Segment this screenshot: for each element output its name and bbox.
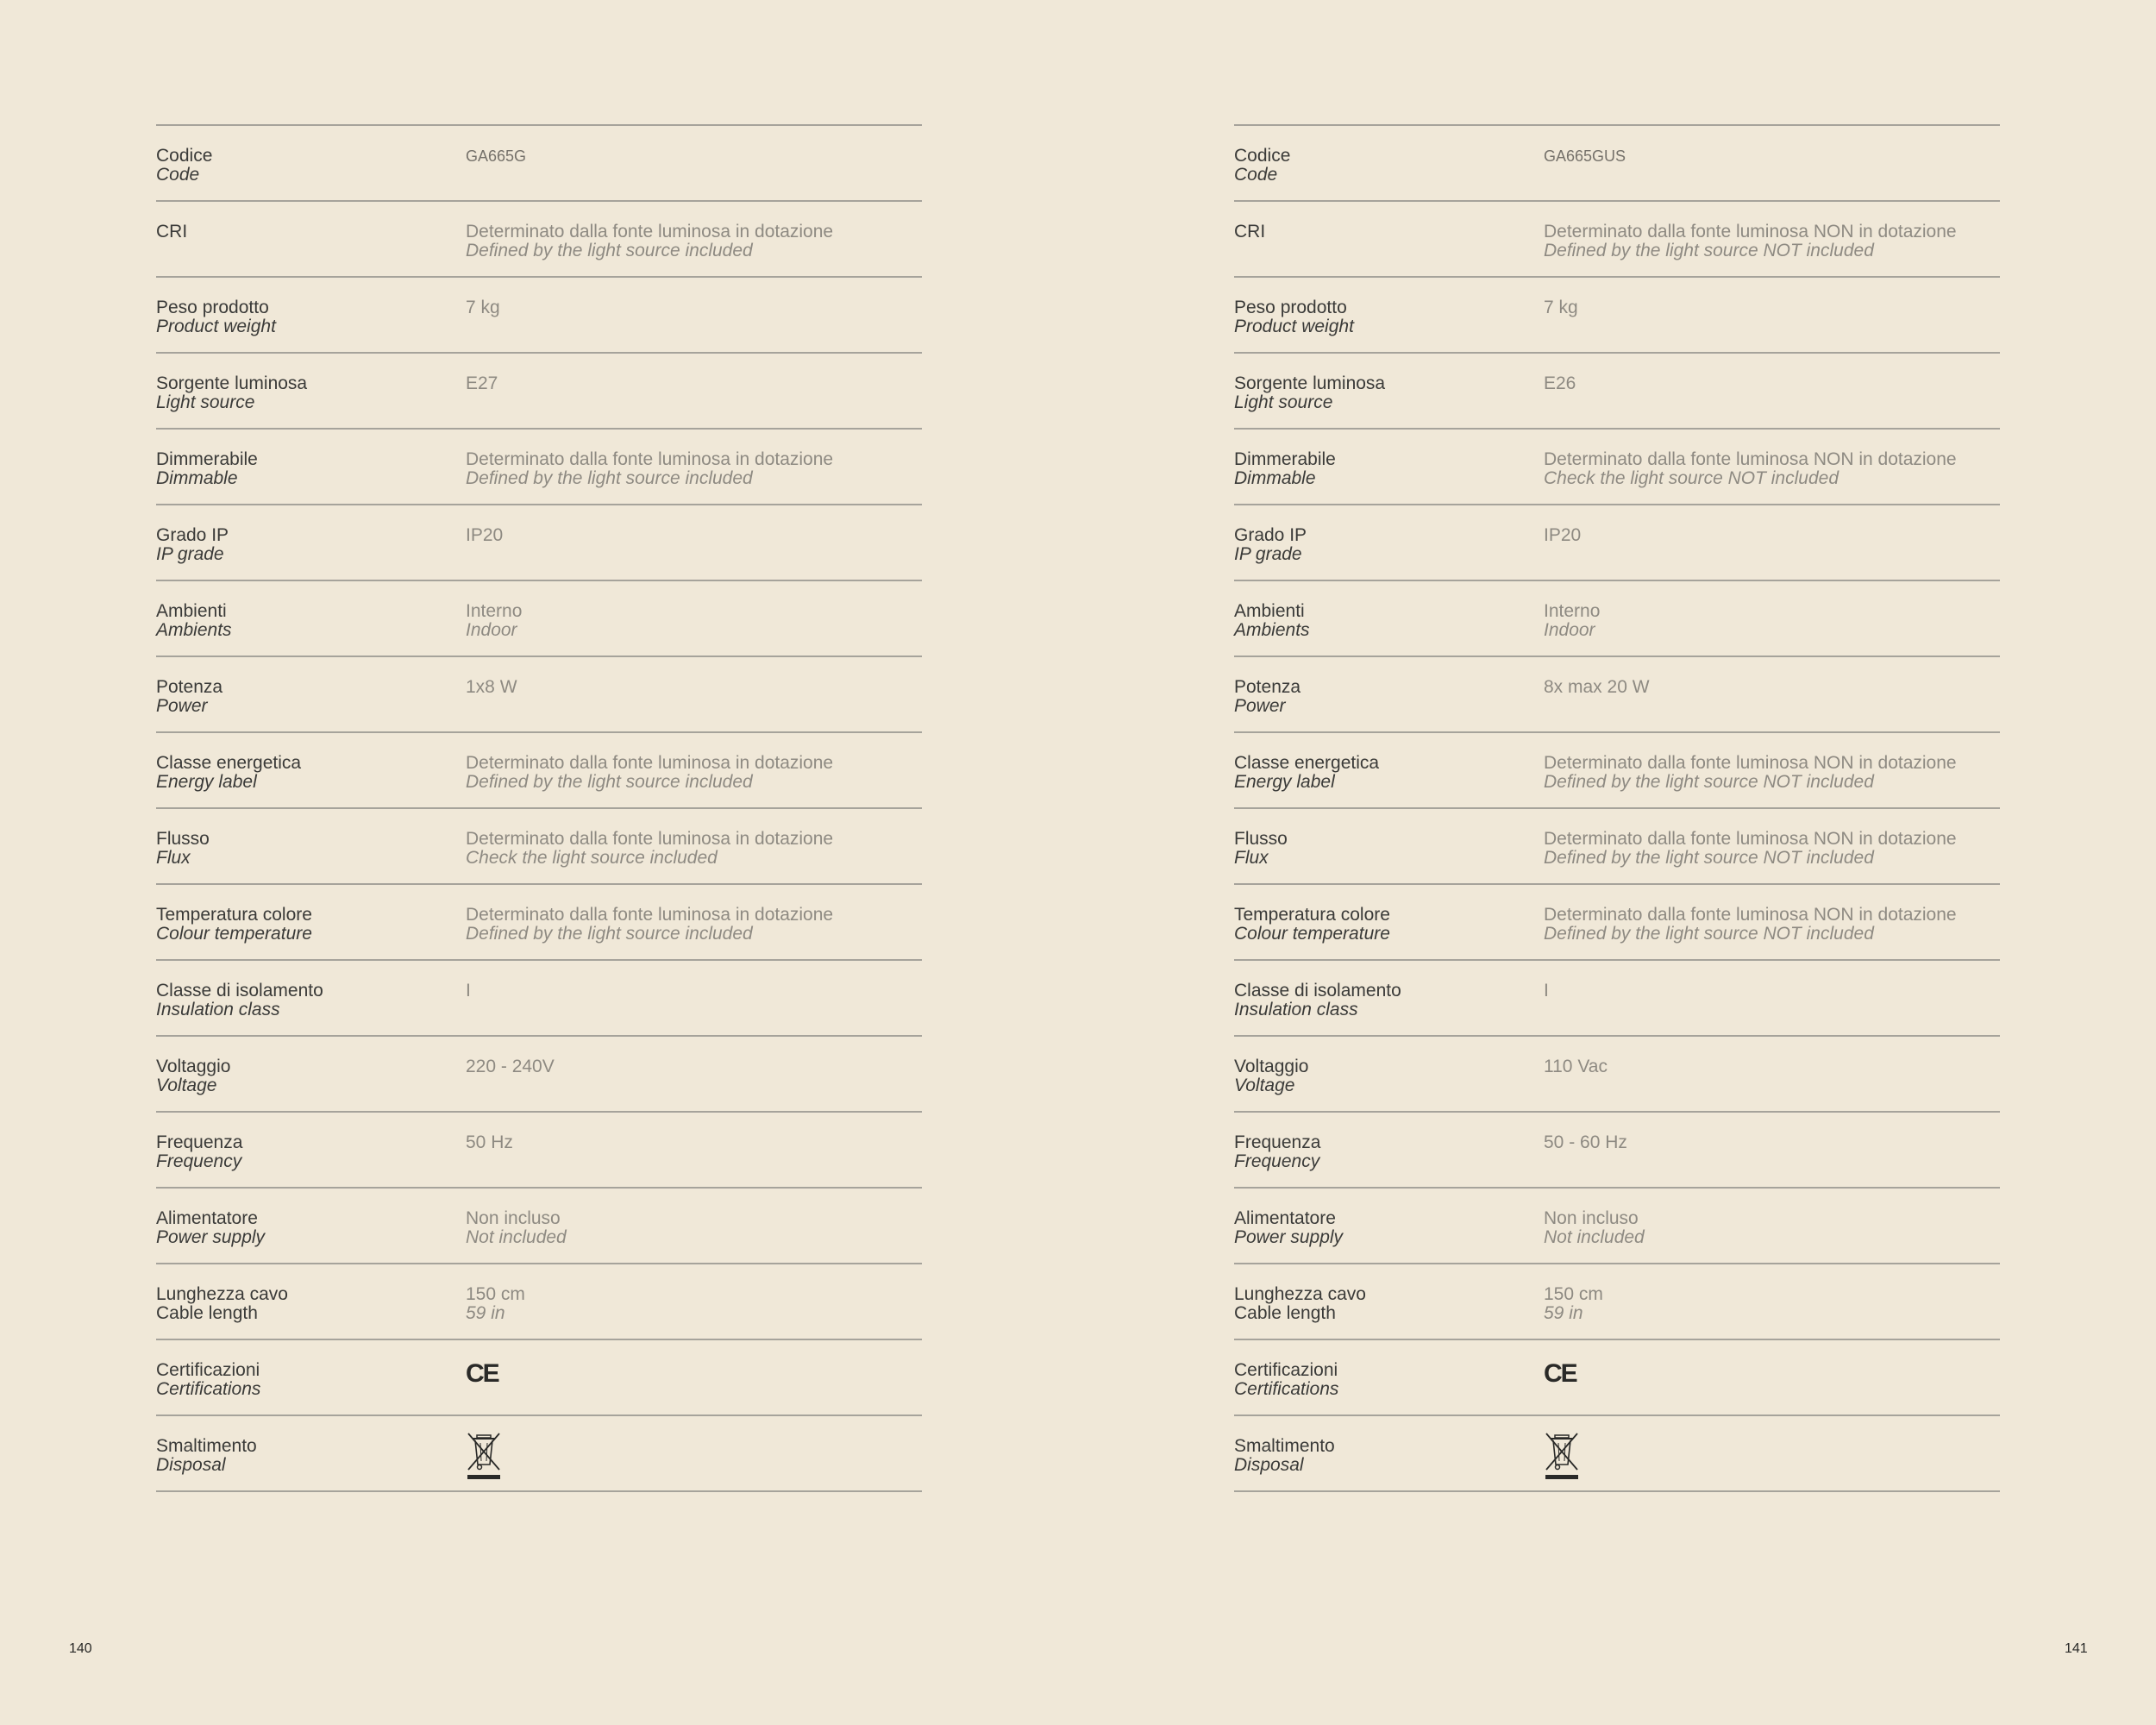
spec-value <box>466 830 922 868</box>
spec-label-italian: Sorgente luminosa <box>156 373 308 393</box>
spec-row <box>1234 1264 2000 1340</box>
spec-value <box>1544 1285 2000 1323</box>
spec-label-italian: Potenza <box>156 677 223 697</box>
spec-label-italian: Classe energetica <box>156 753 302 773</box>
spec-label <box>1234 754 1544 792</box>
spec-row <box>156 733 922 809</box>
spec-label-italian: Flusso <box>1234 829 1288 849</box>
spec-row <box>1234 809 2000 885</box>
spec-row <box>1234 1416 2000 1492</box>
spec-label-italian: Ambienti <box>1234 601 1305 621</box>
spec-label <box>1234 982 1544 1019</box>
spec-value <box>466 1209 922 1247</box>
spec-label <box>156 1209 466 1247</box>
spec-row <box>156 809 922 885</box>
spec-label-italian: Voltaggio <box>1234 1057 1309 1076</box>
spec-label-italian: Peso prodotto <box>1234 298 1347 317</box>
spec-label-english: Power supply <box>156 1227 266 1247</box>
spec-value <box>1544 1361 2000 1386</box>
spec-value-italian: Determinato dalla fonte luminosa in dotazione <box>466 829 834 849</box>
spec-label <box>156 602 466 640</box>
spec-label <box>156 374 466 412</box>
spec-label-italian: Codice <box>156 146 213 166</box>
spec-label <box>1234 1209 1544 1247</box>
spec-value-italian: Determinato dalla fonte luminosa in dotazione <box>466 753 834 773</box>
spec-label <box>156 906 466 944</box>
spec-value <box>466 374 922 393</box>
spec-value-italian: 220 - 240V <box>466 1057 555 1076</box>
spec-value-english: Defined by the light source included <box>466 772 753 792</box>
spec-row <box>1234 733 2000 809</box>
spec-label-italian: Frequenza <box>156 1132 243 1152</box>
spec-label-english: Power supply <box>1234 1227 1344 1247</box>
spec-label <box>1234 1285 1544 1323</box>
spec-value <box>466 450 922 488</box>
spec-value-english: Check the light source NOT included <box>1544 468 1839 488</box>
spec-label <box>156 754 466 792</box>
spec-label-english: Code <box>156 165 200 185</box>
spec-label-italian: Grado IP <box>1234 525 1307 545</box>
spec-value-italian: 7 kg <box>1544 298 1578 317</box>
spec-label <box>156 1133 466 1171</box>
spec-value <box>1544 1133 2000 1152</box>
spec-label <box>1234 1361 1544 1399</box>
spec-value-italian: Determinato dalla fonte luminosa NON in dotazione <box>1544 753 1957 773</box>
spec-label <box>156 1057 466 1095</box>
spec-value <box>466 1285 922 1323</box>
spec-value-italian: Determinato dalla fonte luminosa in dotazione <box>466 449 834 469</box>
spec-value-italian: 50 Hz <box>466 1132 513 1152</box>
spec-label-italian: Peso prodotto <box>156 298 269 317</box>
spec-label-italian: CRI <box>156 222 188 242</box>
spec-row <box>1234 961 2000 1037</box>
spec-label-italian: Flusso <box>156 829 210 849</box>
spec-value <box>466 602 922 640</box>
spec-label <box>1234 374 1544 412</box>
spec-label <box>1234 1057 1544 1095</box>
ce-mark-icon: CE <box>466 1359 498 1388</box>
spec-value-italian: Non incluso <box>1544 1208 1639 1228</box>
spec-label <box>156 223 466 242</box>
spec-value-english: Defined by the light source included <box>466 468 753 488</box>
spec-label <box>156 830 466 868</box>
spec-label-italian: Temperatura colore <box>1234 905 1390 925</box>
spec-value <box>1544 1209 2000 1247</box>
spec-label-english: IP grade <box>1234 544 1302 564</box>
spec-value-italian: 150 cm <box>466 1284 525 1304</box>
spec-value-english: Defined by the light source NOT included <box>1544 241 1874 260</box>
spec-value <box>1544 526 2000 545</box>
spec-value <box>1544 147 2000 166</box>
crossed-out-bin-icon <box>1544 1466 1580 1486</box>
spec-value <box>1544 982 2000 1000</box>
spec-label-english: Code <box>1234 165 1278 185</box>
spec-row <box>1234 1037 2000 1113</box>
spec-label-italian: Dimmerabile <box>1234 449 1336 469</box>
spec-value <box>466 678 922 697</box>
spec-value-english: 59 in <box>1544 1303 1583 1323</box>
spec-label-english: Frequency <box>1234 1151 1320 1171</box>
spec-label-italian: Lunghezza cavo <box>1234 1284 1366 1304</box>
spec-value-italian: 1x8 W <box>466 677 517 697</box>
spec-value <box>1544 754 2000 792</box>
spec-label-italian: CRI <box>1234 222 1266 242</box>
spec-value-english: 59 in <box>466 1303 505 1323</box>
spec-label <box>1234 147 1544 185</box>
spec-value-italian: 7 kg <box>466 298 500 317</box>
spec-label-english: Disposal <box>1234 1455 1304 1475</box>
spec-label <box>156 982 466 1019</box>
spec-label-english: Product weight <box>156 317 276 336</box>
spec-label <box>156 147 466 185</box>
spec-label <box>156 526 466 564</box>
spec-value <box>1544 1437 2000 1486</box>
spec-value-italian: I <box>1544 981 1549 1000</box>
spec-value-italian: GA665G <box>466 147 527 165</box>
spec-label-italian: Classe energetica <box>1234 753 1380 773</box>
spec-label <box>156 1361 466 1399</box>
spec-value-italian: Determinato dalla fonte luminosa NON in dotazione <box>1544 905 1957 925</box>
spec-value <box>466 1057 922 1076</box>
spec-label <box>156 298 466 336</box>
page-number-right: 141 <box>2065 1641 2088 1656</box>
spec-label-english: Light source <box>1234 392 1333 412</box>
spec-label <box>1234 223 1544 242</box>
spec-value <box>466 1133 922 1152</box>
spec-value <box>466 1437 922 1486</box>
spec-label <box>1234 830 1544 868</box>
spec-table-right <box>1234 124 2000 1492</box>
spec-value-italian: E27 <box>466 373 498 393</box>
spec-value-italian: 110 Vac <box>1544 1057 1608 1076</box>
spec-value <box>1544 298 2000 317</box>
spec-value <box>466 982 922 1000</box>
spec-label <box>1234 1437 1544 1475</box>
spec-value-italian: E26 <box>1544 373 1576 393</box>
spec-label <box>1234 526 1544 564</box>
spec-label <box>156 1437 466 1475</box>
spec-value-english: Not included <box>1544 1227 1645 1247</box>
spec-row <box>156 126 922 202</box>
spec-value <box>466 147 922 166</box>
spec-label-english: Dimmable <box>1234 468 1316 488</box>
spec-value-english: Check the light source included <box>466 848 718 868</box>
spec-value-english: Defined by the light source NOT included <box>1544 848 1874 868</box>
spec-label-italian: Dimmerabile <box>156 449 258 469</box>
spec-value-english: Indoor <box>466 620 517 640</box>
spec-row <box>1234 581 2000 657</box>
spec-row <box>156 278 922 354</box>
spec-value-italian: Interno <box>1544 601 1601 621</box>
spec-label-italian: Smaltimento <box>1234 1436 1335 1456</box>
spec-row <box>1234 1340 2000 1416</box>
spec-row <box>156 885 922 961</box>
spec-label-italian: Temperatura colore <box>156 905 312 925</box>
spec-label-english: Dimmable <box>156 468 238 488</box>
spec-label-italian: Ambienti <box>156 601 227 621</box>
spec-label-english: Light source <box>156 392 255 412</box>
spec-value-italian: Non incluso <box>466 1208 561 1228</box>
spec-value-english: Defined by the light source included <box>466 924 753 944</box>
spec-label-italian: Classe di isolamento <box>156 981 323 1000</box>
spec-row <box>156 430 922 505</box>
spec-row <box>156 505 922 581</box>
spec-label-english: Product weight <box>1234 317 1354 336</box>
spec-value <box>1544 374 2000 393</box>
spec-value-italian: IP20 <box>1544 525 1582 545</box>
spec-value <box>466 1361 922 1386</box>
spec-label-english: Voltage <box>1234 1076 1295 1095</box>
page-number-left: 140 <box>69 1641 92 1656</box>
spec-label-italian: Sorgente luminosa <box>1234 373 1386 393</box>
spec-row <box>1234 354 2000 430</box>
spec-label <box>1234 906 1544 944</box>
spec-label <box>1234 678 1544 716</box>
spec-label-english: Power <box>156 696 208 716</box>
spec-value-italian: Determinato dalla fonte luminosa NON in dotazione <box>1544 449 1957 469</box>
spec-label-english: Energy label <box>156 772 257 792</box>
spec-label <box>156 450 466 488</box>
spec-value-italian: Determinato dalla fonte luminosa NON in dotazione <box>1544 222 1957 242</box>
spec-value <box>1544 602 2000 640</box>
spec-value <box>1544 223 2000 260</box>
spec-value-english: Defined by the light source NOT included <box>1544 924 1874 944</box>
spec-label-italian: Alimentatore <box>1234 1208 1336 1228</box>
spec-row <box>156 1416 922 1492</box>
spec-value-italian: Determinato dalla fonte luminosa in dotazione <box>466 905 834 925</box>
spec-row <box>156 961 922 1037</box>
spec-value-italian: Determinato dalla fonte luminosa NON in dotazione <box>1544 829 1957 849</box>
spec-value <box>1544 906 2000 944</box>
spec-label-italian: Smaltimento <box>156 1436 257 1456</box>
spec-label-english: Insulation class <box>1234 1000 1358 1019</box>
spec-label-english: Disposal <box>156 1455 226 1475</box>
spec-value-italian: I <box>466 981 471 1000</box>
spec-value-english: Indoor <box>1544 620 1595 640</box>
spec-value <box>1544 450 2000 488</box>
spec-value <box>1544 1057 2000 1076</box>
spec-label-english: IP grade <box>156 544 224 564</box>
spec-label-english: Flux <box>156 848 191 868</box>
spec-label <box>1234 1133 1544 1171</box>
spec-value-italian: GA665GUS <box>1544 147 1626 165</box>
spec-row <box>156 1189 922 1264</box>
spec-value-italian: 150 cm <box>1544 1284 1603 1304</box>
spec-row <box>156 581 922 657</box>
spec-label-english: Certifications <box>156 1379 261 1399</box>
crossed-out-bin-icon <box>466 1466 502 1486</box>
spec-label-english: Voltage <box>156 1076 217 1095</box>
spec-value-italian: IP20 <box>466 525 504 545</box>
spec-label-english: Colour temperature <box>156 924 312 944</box>
spec-value-italian: Determinato dalla fonte luminosa in dotazione <box>466 222 834 242</box>
spec-label-italian: Alimentatore <box>156 1208 258 1228</box>
spec-value <box>466 906 922 944</box>
spec-row <box>1234 278 2000 354</box>
spec-value <box>466 526 922 545</box>
spec-row <box>156 202 922 278</box>
spec-row <box>156 657 922 733</box>
spec-value-italian: 50 - 60 Hz <box>1544 1132 1627 1152</box>
spec-label-english: Insulation class <box>156 1000 280 1019</box>
spec-label-italian: Potenza <box>1234 677 1301 697</box>
spec-row <box>1234 505 2000 581</box>
spec-row <box>1234 1189 2000 1264</box>
spec-label-italian: Frequenza <box>1234 1132 1321 1152</box>
spec-row <box>1234 430 2000 505</box>
spec-value-italian: Interno <box>466 601 523 621</box>
spec-value <box>1544 830 2000 868</box>
spec-label-italian: Classe di isolamento <box>1234 981 1401 1000</box>
spec-row <box>1234 657 2000 733</box>
spec-row <box>156 1264 922 1340</box>
spec-label-english: Power <box>1234 696 1286 716</box>
spec-label <box>1234 602 1544 640</box>
spec-value <box>466 298 922 317</box>
spec-value-italian: 8x max 20 W <box>1544 677 1650 697</box>
spec-label-english: Ambients <box>1234 620 1310 640</box>
spec-label-english: Colour temperature <box>1234 924 1390 944</box>
spec-row <box>1234 1113 2000 1189</box>
spec-label <box>156 678 466 716</box>
spec-table-left <box>156 124 922 1492</box>
spec-label-english: Cable length <box>156 1303 258 1323</box>
spec-label-italian: Certificazioni <box>1234 1360 1338 1380</box>
spec-row <box>1234 885 2000 961</box>
spec-label <box>1234 298 1544 336</box>
spec-label-italian: Lunghezza cavo <box>156 1284 288 1304</box>
spec-row <box>156 354 922 430</box>
spec-value <box>466 754 922 792</box>
ce-mark-icon: CE <box>1544 1359 1576 1388</box>
spec-row <box>1234 202 2000 278</box>
spec-label-italian: Voltaggio <box>156 1057 231 1076</box>
spec-row <box>1234 126 2000 202</box>
spec-label-italian: Certificazioni <box>156 1360 260 1380</box>
spec-row <box>156 1340 922 1416</box>
spec-row <box>156 1037 922 1113</box>
spec-value <box>466 223 922 260</box>
spec-value-english: Defined by the light source included <box>466 241 753 260</box>
spec-label-italian: Grado IP <box>156 525 229 545</box>
spec-label-english: Frequency <box>156 1151 242 1171</box>
spec-label <box>156 1285 466 1323</box>
spec-label-english: Ambients <box>156 620 232 640</box>
spec-row <box>156 1113 922 1189</box>
spec-value-english: Defined by the light source NOT included <box>1544 772 1874 792</box>
spec-value-english: Not included <box>466 1227 567 1247</box>
spec-label-english: Flux <box>1234 848 1269 868</box>
spec-label-english: Energy label <box>1234 772 1335 792</box>
spec-label <box>1234 450 1544 488</box>
spec-value <box>1544 678 2000 697</box>
spec-label-italian: Codice <box>1234 146 1291 166</box>
spec-label-english: Cable length <box>1234 1303 1336 1323</box>
spec-label-english: Certifications <box>1234 1379 1339 1399</box>
